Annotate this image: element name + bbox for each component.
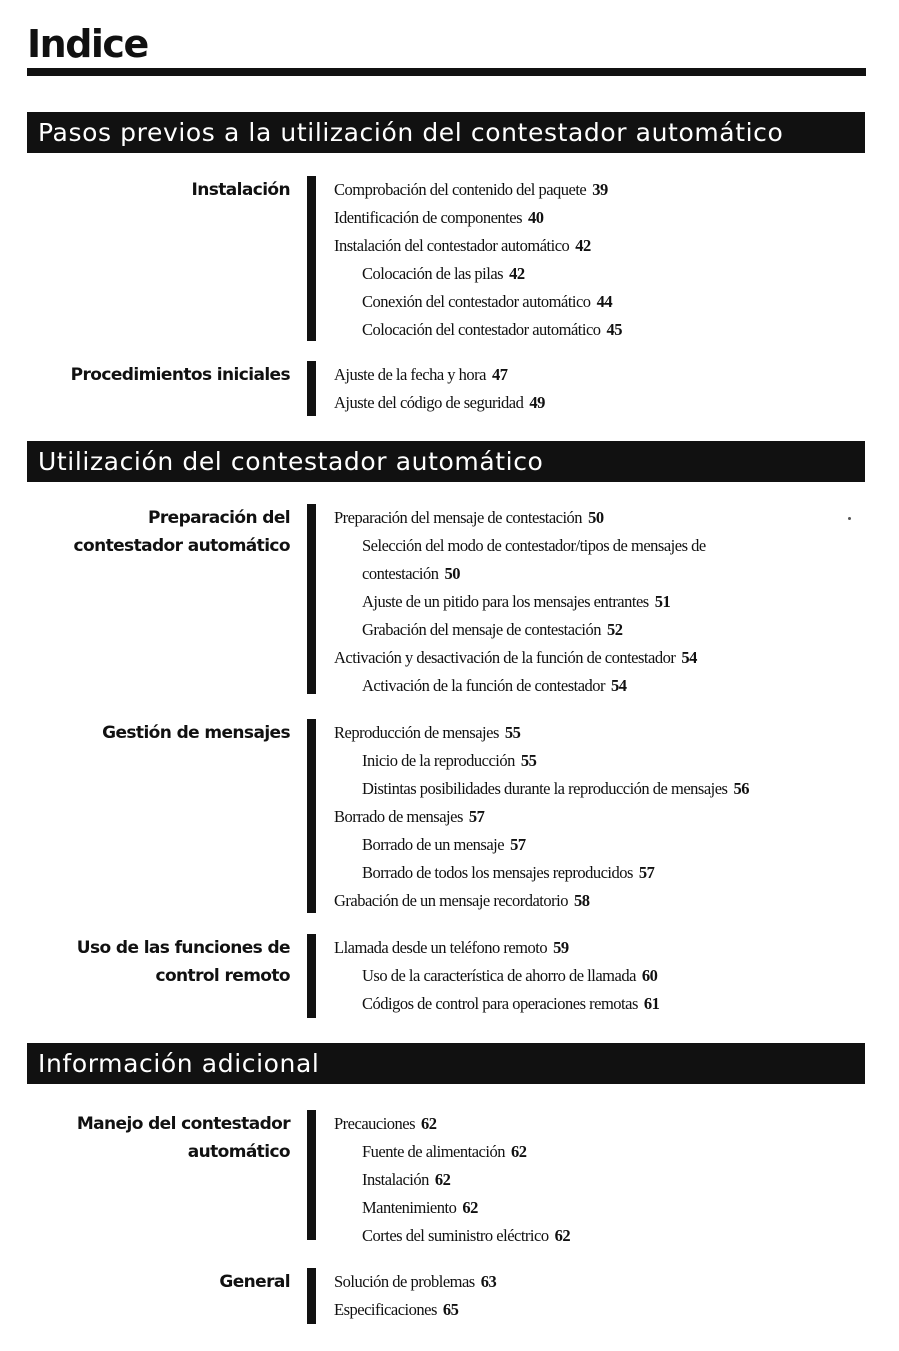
toc-subentry[interactable]: Ajuste de un pitido para los mensajes entrantes 51 bbox=[362, 592, 671, 611]
group-bar bbox=[307, 1268, 316, 1324]
toc-entry[interactable]: Preparación del mensaje de contestación 50 bbox=[334, 508, 604, 527]
entry-list bbox=[334, 1268, 496, 1324]
toc-subentry[interactable]: Códigos de control para operaciones remotas 61 bbox=[362, 994, 660, 1013]
group-label bbox=[10, 934, 290, 990]
toc-subentry[interactable]: Colocación de las pilas 42 bbox=[362, 264, 525, 283]
group-label-line: automático bbox=[187, 1142, 290, 1162]
toc-entry[interactable]: Identificación de componentes 40 bbox=[334, 208, 544, 227]
group-label-line: control remoto bbox=[155, 966, 290, 986]
group-bar bbox=[307, 361, 316, 416]
toc-entry[interactable]: Grabación de un mensaje recordatorio 58 bbox=[334, 891, 590, 910]
group-bar bbox=[307, 504, 316, 694]
group-label: General bbox=[219, 1272, 290, 1292]
toc-subentry[interactable]: Mantenimiento 62 bbox=[362, 1198, 478, 1217]
group-label: Procedimientos iniciales bbox=[70, 365, 290, 385]
section-header: Pasos previos a la utilización del contestador automático bbox=[27, 112, 865, 153]
toc-subentry[interactable]: Cortes del suministro eléctrico 62 bbox=[362, 1226, 571, 1245]
group-bar bbox=[307, 934, 316, 1018]
toc-subentry[interactable]: Grabación del mensaje de contestación 52 bbox=[362, 620, 623, 639]
toc-subentry[interactable]: Inicio de la reproducción 55 bbox=[362, 751, 537, 770]
section-header: Utilización del contestador automático bbox=[27, 441, 865, 482]
page-title: Indice bbox=[27, 22, 148, 66]
title-rule bbox=[27, 68, 866, 76]
group-label bbox=[10, 504, 290, 560]
toc-entry[interactable]: Borrado de mensajes 57 bbox=[334, 807, 485, 826]
toc-entry[interactable]: Precauciones 62 bbox=[334, 1114, 437, 1133]
group-label: Gestión de mensajes bbox=[102, 723, 290, 743]
toc-entry[interactable]: Ajuste del código de seguridad 49 bbox=[334, 393, 545, 412]
group-label-line: Manejo del contestador bbox=[76, 1114, 290, 1134]
toc-subentry[interactable]: Instalación 62 bbox=[362, 1170, 451, 1189]
group-label: Instalación bbox=[191, 180, 290, 200]
toc-entry[interactable]: Especificaciones 65 bbox=[334, 1300, 459, 1319]
toc-subentry[interactable]: Borrado de un mensaje 57 bbox=[362, 835, 526, 854]
toc-subentry-continued[interactable]: contestación 50 bbox=[362, 564, 460, 583]
entry-list bbox=[334, 361, 545, 417]
stray-mark bbox=[848, 517, 851, 520]
toc-subentry[interactable]: Activación de la función de contestador 54 bbox=[362, 676, 627, 695]
toc-subentry[interactable]: Colocación del contestador automático 45 bbox=[362, 320, 623, 339]
toc-subentry[interactable]: Selección del modo de contestador/tipos de mensajes de bbox=[362, 536, 706, 555]
toc-subentry[interactable]: Uso de la característica de ahorro de llamada 60 bbox=[362, 966, 658, 985]
toc-subentry[interactable]: Conexión del contestador automático 44 bbox=[362, 292, 613, 311]
toc-entry[interactable]: Instalación del contestador automático 42 bbox=[334, 236, 591, 255]
entry-list bbox=[334, 176, 622, 344]
toc-subentry[interactable]: Distintas posibilidades durante la reproducción de mensajes 56 bbox=[362, 779, 749, 798]
group-label bbox=[10, 1110, 290, 1166]
entry-list bbox=[334, 934, 659, 1018]
group-label-line: Uso de las funciones de bbox=[76, 938, 290, 958]
group-label-line: contestador automático bbox=[73, 536, 290, 556]
group-bar bbox=[307, 719, 316, 913]
group-bar bbox=[307, 176, 316, 341]
entry-list bbox=[334, 1110, 570, 1250]
toc-subentry[interactable]: Borrado de todos los mensajes reproducidos 57 bbox=[362, 863, 655, 882]
toc-entry[interactable]: Reproducción de mensajes 55 bbox=[334, 723, 521, 742]
toc-entry[interactable]: Ajuste de la fecha y hora 47 bbox=[334, 365, 508, 384]
group-label-line: Preparación del bbox=[148, 508, 290, 528]
entry-list bbox=[334, 504, 706, 700]
toc-subentry[interactable]: Fuente de alimentación 62 bbox=[362, 1142, 527, 1161]
entry-list bbox=[334, 719, 749, 915]
section-header: Información adicional bbox=[27, 1043, 865, 1084]
group-bar bbox=[307, 1110, 316, 1240]
toc-entry[interactable]: Llamada desde un teléfono remoto 59 bbox=[334, 938, 569, 957]
toc-entry[interactable]: Solución de problemas 63 bbox=[334, 1272, 497, 1291]
toc-entry[interactable]: Comprobación del contenido del paquete 39 bbox=[334, 180, 608, 199]
toc-entry[interactable]: Activación y desactivación de la función de contestador 54 bbox=[334, 648, 697, 667]
